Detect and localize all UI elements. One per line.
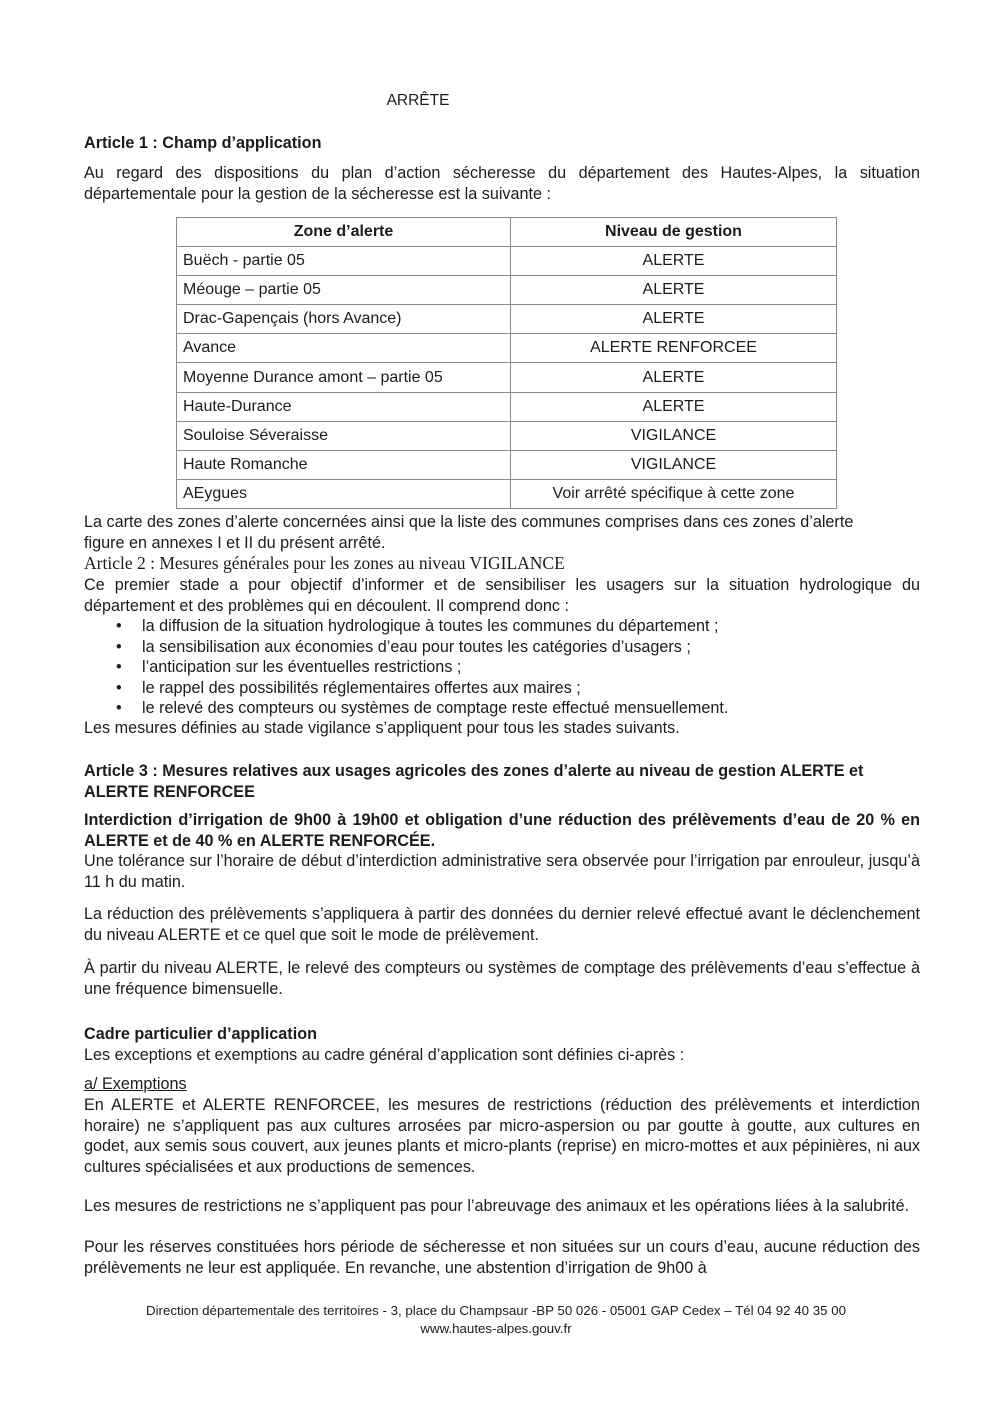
footer-address: Direction départementale des territoires - 3, place du Champsaur -BP 50 026 - 05001 GAP Cedex – Tél 04 92 40 35 00 <box>146 1303 846 1318</box>
cadre-intro: Les exceptions et exemptions au cadre général d’application sont définies ci-après : <box>84 1046 685 1064</box>
article3-paragraph-3: À partir du niveau ALERTE, le relevé des compteurs ou systèmes de comptage des prélèvements d’eau s’effectue à une fréquence bimensuelle. <box>84 959 920 998</box>
zone-cell: Drac-Gapençais (hors Avance) <box>177 305 511 334</box>
article2-intro: Ce premier stade a pour objectif d’informer et de sensibiliser les usagers sur la situation hydrologique du département et des problèmes qui en découlent. Il comprend donc : <box>84 576 920 615</box>
cadre-paragraph-1: En ALERTE et ALERTE RENFORCEE, les mesures de restrictions (réduction des prélèvements et interdiction horaire) ne s’appliquent pas aux cultures arrosées par micro-aspersion ou par goutte à goutte, aux cultures en godet, aux semis sous couvert, aux jeunes plants et micro-plants (reprise) en micro-mottes et aux pépinières, ni aux cultures spécialisées et aux productions de semences. <box>84 1096 920 1176</box>
list-item: • le relevé des compteurs ou systèmes de comptage reste effectué mensuellement. <box>116 698 952 719</box>
cadre-paragraph-3: Pour les réserves constituées hors période de sécheresse et non situées sur un cours d’eau, aucune réduction des prélèvements ne leur est appliquée. En revanche, une abstention d’irrigation de 9h00 à <box>84 1238 920 1277</box>
table-header-zone: Zone d’alerte <box>177 218 511 247</box>
article3-paragraph-1: Une tolérance sur l’horaire de début d’interdiction administrative sera observée pour l’irrigation par enrouleur, jusqu’à 11 h du matin. <box>84 852 920 891</box>
level-cell: ALERTE <box>511 276 837 305</box>
table-row <box>177 392 837 421</box>
page-footer <box>0 1302 992 1338</box>
table-row <box>177 247 837 276</box>
cadre-paragraph-2: Les mesures de restrictions ne s’appliquent pas pour l’abreuvage des animaux et les opérations liées à la salubrité. <box>84 1197 910 1215</box>
zone-cell: Souloise Séveraisse <box>177 421 511 450</box>
zone-cell: Méouge – partie 05 <box>177 276 511 305</box>
level-cell: ALERTE <box>511 363 837 392</box>
level-cell: ALERTE <box>511 392 837 421</box>
level-cell: ALERTE RENFORCEE <box>511 334 837 363</box>
article1-after-table: La carte des zones d’alerte concernées ainsi que la liste des communes comprises dans ces zones d’alerte figure en annexes I et II du présent arrêté. <box>84 513 854 552</box>
cadre-subheading-exemptions: a/ Exemptions <box>84 1075 187 1093</box>
article3-bold-measure: Interdiction d’irrigation de 9h00 à 19h00 et obligation d’une réduction des prélèvements d’eau de 20 % en ALERTE et de 40 % en ALERTE RENFORCÉE. <box>84 811 920 850</box>
zone-cell: Haute Romanche <box>177 450 511 479</box>
article2-bullet-list <box>84 616 952 719</box>
table-row <box>177 479 837 508</box>
level-cell: VIGILANCE <box>511 450 837 479</box>
article2-closing: Les mesures définies au stade vigilance s’appliquent pour tous les stades suivants. <box>84 719 680 737</box>
article1-heading: Article 1 : Champ d’application <box>84 134 322 152</box>
footer-website: www.hautes-alpes.gouv.fr <box>420 1321 572 1336</box>
level-cell: VIGILANCE <box>511 421 837 450</box>
article1-intro: Au regard des dispositions du plan d’action sécheresse du département des Hautes-Alpes, la situation départementale pour la gestion de la sécheresse est la suivante : <box>84 164 920 203</box>
zone-cell: Avance <box>177 334 511 363</box>
document-title: ARRÊTE <box>386 92 450 109</box>
zone-cell: AEygues <box>177 479 511 508</box>
zone-cell: Buëch - partie 05 <box>177 247 511 276</box>
list-item: • la sensibilisation aux économies d’eau pour toutes les catégories d’usagers ; <box>116 637 952 658</box>
level-cell: ALERTE <box>511 305 837 334</box>
table-row <box>177 363 837 392</box>
table-row <box>177 450 837 479</box>
table-row <box>177 305 837 334</box>
list-item: • la diffusion de la situation hydrologique à toutes les communes du département ; <box>116 616 952 637</box>
table-header-level: Niveau de gestion <box>511 218 837 247</box>
table-header-row <box>177 218 837 247</box>
table-row <box>177 276 837 305</box>
cadre-heading: Cadre particulier d’application <box>84 1025 317 1043</box>
zone-cell: Moyenne Durance amont – partie 05 <box>177 363 511 392</box>
zone-cell: Haute-Durance <box>177 392 511 421</box>
list-item: • le rappel des possibilités réglementaires offertes aux maires ; <box>116 678 952 699</box>
table-row <box>177 334 837 363</box>
level-cell: Voir arrêté spécifique à cette zone <box>511 479 837 508</box>
article2-heading: Article 2 : Mesures générales pour les zones au niveau VIGILANCE <box>84 553 565 573</box>
alert-zones-table <box>176 217 837 509</box>
table-row <box>177 421 837 450</box>
list-item: • l’anticipation sur les éventuelles restrictions ; <box>116 657 952 678</box>
article3-heading: Article 3 : Mesures relatives aux usages agricoles des zones d’alerte au niveau de gestion ALERTE et ALERTE RENFORCEE <box>84 762 864 801</box>
article3-paragraph-2: La réduction des prélèvements s’appliquera à partir des données du dernier relevé effectué avant le déclenchement du niveau ALERTE et ce quel que soit le mode de prélèvement. <box>84 905 920 944</box>
level-cell: ALERTE <box>511 247 837 276</box>
